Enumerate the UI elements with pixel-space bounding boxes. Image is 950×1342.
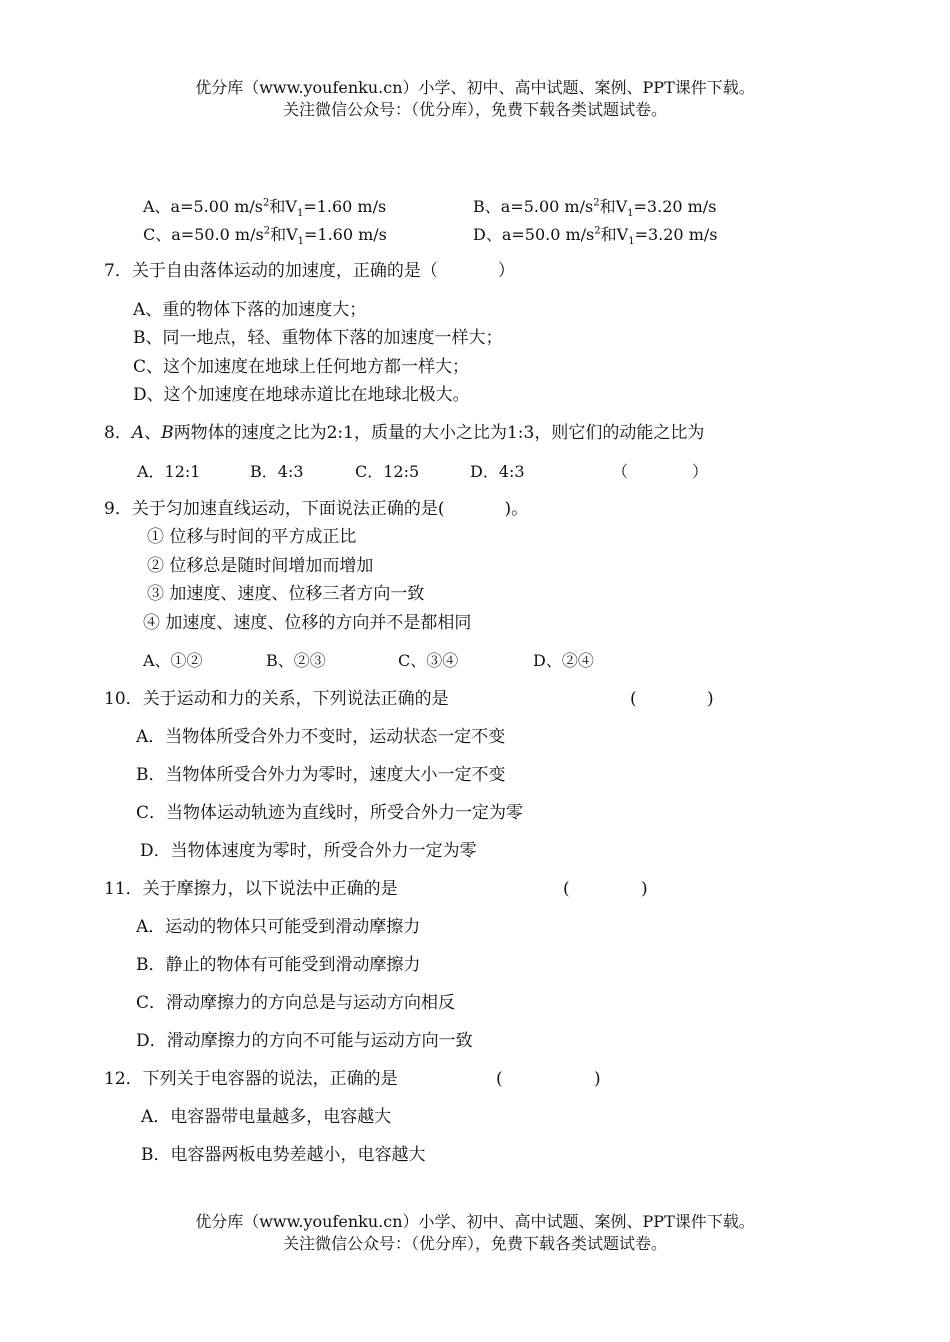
q9-statement-2: ② 位移总是随时间增加而增加 [147, 556, 374, 576]
page-header [0, 77, 950, 121]
footer-line-1: 优分库（www.youfenku.cn）小学、初中、高中试题、案例、PPT课件下载。 [195, 1212, 755, 1231]
q11-answer-paren-open: ( [563, 879, 570, 899]
q7-option-b: B、同一地点，轻、重物体下落的加速度一样大； [133, 328, 503, 348]
q7-option-c: C、这个加速度在地球上任何地方都一样大； [133, 357, 470, 377]
q6-option-a: A、a=5.00 $m/s^2$和$V_1=1.60$ m/s [143, 197, 387, 220]
q12-option-b: B．电容器两板电势差越小，电容越大 [141, 1145, 426, 1165]
q12-answer-paren-close: ) [594, 1069, 601, 1089]
q10-answer-paren-open: ( [630, 689, 637, 709]
q8-stem: 8．A、B两物体的速度之比为2:1，质量的大小之比为1:3，则它们的动能之比为 [104, 423, 705, 443]
q7-option-d: D、这个加速度在地球赤道比在地球北极大。 [133, 385, 470, 405]
footer-line-2: 关注微信公众号：（优分库），免费下载各类试题试卷。 [282, 1234, 667, 1253]
q11-option-b: B．静止的物体有可能受到滑动摩擦力 [136, 955, 421, 975]
page-footer [0, 1211, 950, 1255]
q11-option-c: C．滑动摩擦力的方向总是与运动方向相反 [136, 993, 456, 1013]
q12-option-a: A．电容器带电量越多，电容越大 [141, 1107, 392, 1127]
q10-option-c: C．当物体运动轨迹为直线时，所受合外力一定为零 [136, 803, 524, 823]
q6-option-d: D、a=50.0 $m/s^2$和$V_1=3.20$ m/s [473, 225, 718, 248]
q7-option-a: A、重的物体下落的加速度大； [133, 300, 367, 320]
q9-option-d: D、②④ [533, 651, 594, 670]
q9-statement-4: ④ 加速度、速度、位移的方向并不是都相同 [143, 613, 472, 633]
q8-option-b: B．4:3 [250, 462, 304, 481]
q11-answer-paren-close: ) [641, 879, 648, 899]
q10-option-d: D．当物体速度为零时，所受合外力一定为零 [140, 841, 477, 861]
q8-option-a: A．12:1 [137, 462, 201, 481]
q11-stem: 11．关于摩擦力，以下说法中正确的是 [104, 879, 398, 899]
q10-option-a: A．当物体所受合外力不变时，运动状态一定不变 [136, 727, 506, 747]
q9-option-c: C、③④ [398, 651, 459, 670]
q12-answer-paren-open: ( [496, 1069, 503, 1089]
q8-answer-paren-open: （ [612, 462, 629, 481]
q11-option-d: D．滑动摩擦力的方向不可能与运动方向一致 [136, 1031, 473, 1051]
q9-statement-3: ③ 加速度、速度、位移三者方向一致 [147, 584, 425, 604]
q10-answer-paren-close: ) [707, 689, 714, 709]
q12-stem: 12．下列关于电容器的说法，正确的是 [104, 1069, 398, 1089]
q8-option-d: D．4:3 [470, 462, 525, 481]
q8-answer-paren-close: ） [692, 462, 709, 481]
header-line-2: 关注微信公众号：（优分库），免费下载各类试题试卷。 [282, 100, 667, 119]
q7-stem: 7．关于自由落体运动的加速度，正确的是（ ） [104, 261, 515, 281]
q8-option-c: C．12:5 [355, 462, 420, 481]
q10-stem: 10．关于运动和力的关系，下列说法正确的是 [104, 689, 449, 709]
q9-statement-1: ① 位移与时间的平方成正比 [147, 527, 357, 547]
q9-option-b: B、②③ [266, 651, 326, 670]
q11-option-a: A．运动的物体只可能受到滑动摩擦力 [136, 917, 421, 937]
q6-option-b: B、a=5.00 $m/s^2$和$V_1=3.20$ m/s [473, 197, 717, 220]
q10-option-b: B．当物体所受合外力为零时，速度大小一定不变 [136, 765, 506, 785]
q9-option-a: A、①② [143, 651, 203, 670]
q9-stem: 9．关于匀加速直线运动，下面说法正确的是( )。 [104, 499, 529, 519]
header-line-1: 优分库（www.youfenku.cn）小学、初中、高中试题、案例、PPT课件下载。 [195, 78, 755, 97]
q6-option-c: C、a=50.0 $m/s^2$和$V_1=1.60$ m/s [143, 225, 387, 248]
